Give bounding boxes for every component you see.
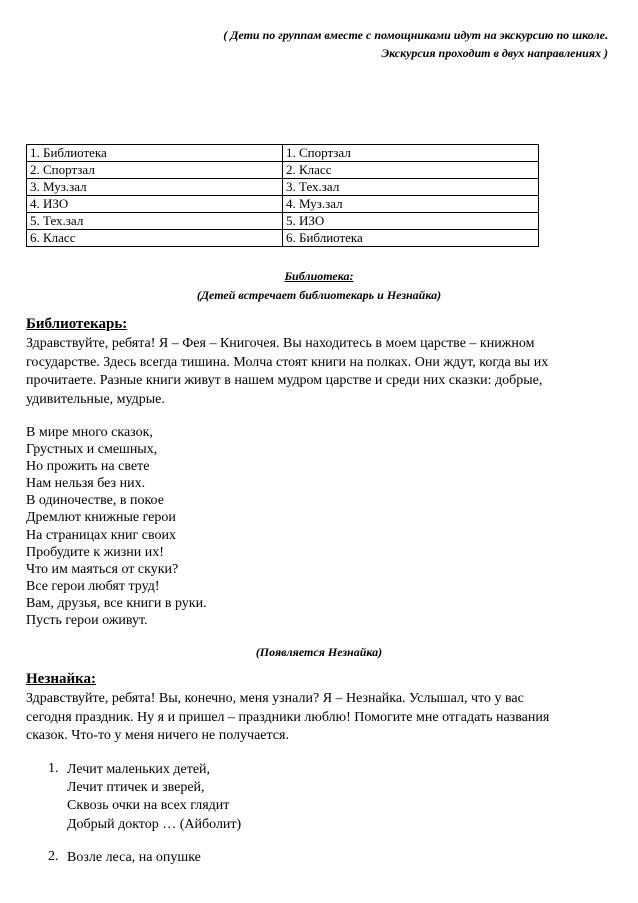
route-left-cell: 1. Библиотека [27,145,283,162]
table-row [27,145,539,162]
poem-line: Дремлют книжные герои [26,510,176,526]
speech-line: сегодня праздник. Ну я и пришел – праздники люблю! Помогите мне отгадать названия [26,709,550,725]
table-row [27,230,539,247]
route-left-cell: 3. Муз.зал [27,179,283,196]
speech-line: прочитаете. Разные книги живут в нашем мудром царстве и среди них сказки: добрые, [26,373,543,388]
poem-line: Вам, друзья, все книги в руки. [26,595,207,611]
neznayka-speech [26,690,614,746]
poem-line: Все герои любят труд! [26,578,160,594]
poem-line: Пусть герои оживут. [26,613,148,629]
speech-line: государстве. Здесь всегда тишина. Молча стоят книги на полках. Они ждут, когда вы их [26,354,549,370]
librarian-speaker: Библиотекарь: [26,316,128,332]
poem-line: Что им маяться от скуки? [26,561,179,577]
route-right-cell: 4. Муз.зал [283,196,539,213]
riddle-2 [67,849,201,867]
table-row [27,162,539,179]
table-row [27,213,539,230]
riddle-line: Лечит маленьких детей, [67,762,211,777]
riddle-line: Сквозь очки на всех глядит [67,798,230,814]
poem-line: Грустных и смешных, [26,442,158,458]
poem-line: Пробудите к жизни их! [26,544,164,560]
poem-line: Нам нельзя без них. [26,476,146,492]
route-right-cell: 3. Тех.зал [283,179,539,196]
neznayka-speaker: Незнайка: [26,671,97,687]
route-left-cell: 4. ИЗО [27,196,283,213]
poem-line: В одиночестве, в покое [26,493,164,509]
intro-stage-direction [88,26,608,62]
riddle-2-number: 2. [48,849,59,864]
library-subtitle: (Детей встречает библиотекарь и Незнайка) [196,288,442,302]
riddle-1-number: 1. [48,761,59,776]
route-left-cell: 2. Спортзал [27,162,283,179]
route-right-cell: 5. ИЗО [283,213,539,230]
route-right-cell: 1. Спортзал [283,145,539,162]
poem-line: Но прожить на свете [26,459,150,475]
speech-line: удивительные, мудрые. [26,391,165,407]
speech-line: Здравствуйте, ребята! Я – Фея – Книгочея. Вы находитесь в моем царстве – книжном [26,336,535,351]
route-right-cell: 2. Класс [283,162,539,179]
riddle-line: Добрый доктор … (Айболит) [67,816,242,832]
speech-line: Здравствуйте, ребята! Вы, конечно, меня узнали? Я – Незнайка. Услышал, что у вас [26,691,524,706]
library-title: Библиотека: [284,269,354,283]
riddle-line: Возле леса, на опушке [67,850,201,865]
poem-line: На страницах книг своих [26,527,176,543]
librarian-poem [26,424,207,629]
route-left-cell: 5. Тех.зал [27,213,283,230]
route-left-cell: 6. Класс [27,230,283,247]
table-row [27,179,539,196]
intro-line-2: Экскурсия проходит в двух направлениях ) [381,46,608,60]
poem-line: В мире много сказок, [26,425,153,440]
riddle-1 [67,761,241,834]
table-row [27,196,539,213]
librarian-speech [26,335,614,409]
stage-note-neznayka: (Появляется Незнайка) [255,645,383,659]
speech-line: сказок. Что-то у меня ничего не получается. [26,728,289,743]
route-right-cell: 6. Библиотека [283,230,539,247]
riddle-line: Лечит птичек и зверей, [67,780,205,796]
routes-table [26,144,539,247]
intro-line-1: ( Дети по группам вместе с помощниками идут на экскурсию по школе. [223,28,608,42]
